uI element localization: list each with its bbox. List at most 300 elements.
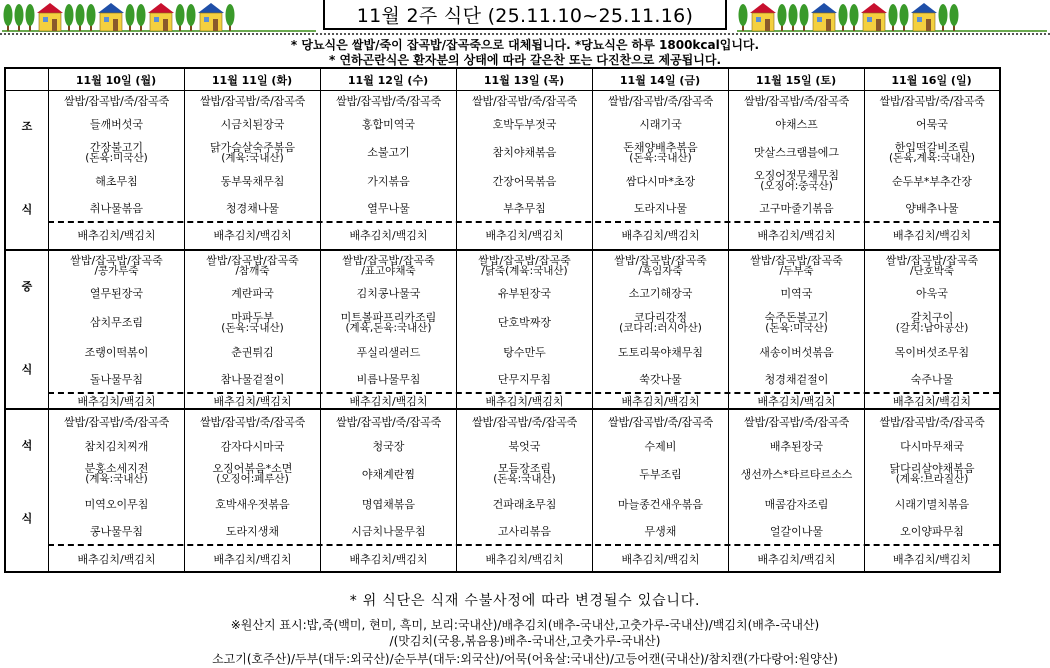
dish-name: 아욱국 [916,287,948,300]
house-door-icon [926,19,931,31]
meal-label-bottom: 식 [21,363,33,376]
dish-name: 배추김치/백김치 [77,229,156,242]
dish-cell [321,167,456,195]
dish-name: 배추김치/백김치 [485,552,564,566]
weekly-menu-table [4,67,1001,573]
meal-block [6,91,999,249]
dish-name: 조랭이떡볶이 [84,345,149,359]
house-icon [39,13,61,31]
day-header: 11월 16일 (일) [891,73,972,87]
origin-notice-line-1: ※원산지 표시:밥,죽(백미, 현미, 흑미, 보리:국내산)/배추김치(배추-국내산,고춧가루-국내산)/백김치(배추-국내산) [230,618,820,632]
house-icon [150,13,172,31]
meal-label-top: 중 [21,280,33,293]
dish-name: 야채계란찜 [361,467,416,481]
dish-cell [593,434,728,458]
dish-cell [729,434,864,458]
dish-name: 미역오이무침 [84,497,149,511]
day-header: 11월 11일 (화) [211,73,293,87]
dish-name: 배추김치/백김치 [213,395,292,408]
dish-name: 탕수만두 [503,345,546,359]
staple-cell [865,410,999,434]
house-window-icon [204,17,209,22]
column-divider [456,69,457,90]
dish-cell [321,366,456,393]
dish-name: 배추김치/백김치 [892,395,972,408]
column-divider [864,69,865,90]
staple-cell [457,251,592,280]
menu-title: 11월 2주 식단 (25.11.10~25.11.16) [323,0,727,30]
dish-detail: (갈치:남아공산) [895,321,969,334]
dish-name: 두부조림 [639,467,682,481]
dish-detail: (오징어:중국산) [760,180,833,192]
dish-name: 쌈다시마*초장 [625,174,696,188]
dish-cell [729,338,864,366]
house-icon [913,13,935,31]
tree-icon [4,4,13,26]
dish-cell [593,338,728,366]
dish-name: 쌀밥/잡곡밥/잡곡죽 [342,253,435,267]
column-divider [184,69,185,90]
dish-name: 쌀밥/잡곡밥/죽/잡곡죽 [64,94,169,108]
house-icon [813,13,835,31]
dish-cell [49,518,184,545]
dish-detail: (계육:브라질산) [895,473,969,485]
dish-cell [321,458,456,490]
dish-cell [865,138,999,167]
dish-cell [321,111,456,138]
tree-icon [739,4,748,26]
dish-cell [865,458,999,490]
dish-cell [185,338,320,366]
dish-cell [729,111,864,138]
dish-detail: /참깨죽 [235,264,270,277]
dish-cell [593,307,728,338]
dish-cell [457,490,592,518]
dish-cell [593,111,728,138]
dish-name: 배추김치/백김치 [621,229,700,242]
dish-name: 쌀밥/잡곡밥/죽/잡곡죽 [200,94,305,108]
dish-name: 오징어젓무채무침 [753,169,839,182]
dish-name: 고구마줄기볶음 [759,202,834,215]
column-divider [592,69,593,90]
column-divider [320,69,321,90]
kimchi-cell [729,222,864,249]
dish-cell [321,434,456,458]
dish-name: 쌀밥/잡곡밥/죽/잡곡죽 [64,415,169,429]
meal-label-top: 석 [21,439,33,452]
dish-name: 소고기해장국 [628,287,693,300]
kimchi-cell [49,545,184,573]
dish-name: 쌀밥/잡곡밥/잡곡죽 [750,253,843,267]
dish-cell [729,518,864,545]
house-roof-icon [750,3,776,13]
staple-cell [593,91,728,111]
house-roof-icon [861,3,887,13]
dish-name: 무생채 [644,525,677,538]
dish-name: 모듬장조림 [497,462,552,475]
dish-name: 쌀밥/잡곡밥/죽/잡곡죽 [336,94,441,108]
staple-cell [729,410,864,434]
dish-name: 호박두부젓국 [492,118,557,131]
dish-cell [457,280,592,307]
dish-name: 마늘종건새우볶음 [617,497,703,511]
dish-name: 유부된장국 [497,287,552,300]
dish-name: 쑥갓나물 [639,373,682,386]
staple-cell [729,251,864,280]
dish-name: 배추김치/백김치 [757,552,836,566]
kimchi-cell [321,222,456,249]
house-door-icon [765,19,770,31]
dish-cell [729,307,864,338]
dish-cell [321,490,456,518]
house-window-icon [756,17,761,22]
dish-name: 쌀밥/잡곡밥/죽/잡곡죽 [472,415,577,429]
day-header: 11월 12일 (수) [347,73,429,87]
dish-name: 생선까스*타르타르소스 [740,467,853,481]
staple-cell [457,91,592,111]
dish-name: 닭다리살야채볶음 [889,462,975,475]
meal-label [6,410,48,571]
dish-name: 돌나물무침 [89,373,144,386]
kimchi-cell [593,222,728,249]
dish-detail: /콩가루죽 [94,264,139,277]
meal-block [6,249,999,408]
dish-cell [185,280,320,307]
dish-cell [593,167,728,195]
dish-name: 배추김치/백김치 [892,552,972,566]
dish-cell [865,518,999,545]
dish-name: 얼갈이나물 [769,525,824,538]
dish-name: 미트볼파프리카조림 [340,310,437,324]
dish-name: 도토리묵야채무침 [617,345,703,359]
dish-name: 배추김치/백김치 [485,395,564,408]
dish-name: 참나물겉절이 [220,373,285,386]
staple-cell [321,410,456,434]
dish-name: 배추김치/백김치 [621,552,700,566]
dish-cell [185,490,320,518]
dish-name: 호박새우젓볶음 [215,497,290,511]
dish-name: 배추김치/백김치 [485,229,564,242]
dish-cell [457,195,592,222]
dish-name: 배추김치/백김치 [213,552,292,566]
dish-name: 시래기멸치볶음 [894,497,970,511]
dish-name: 쌀밥/잡곡밥/잡곡죽 [478,253,571,267]
house-roof-icon [98,3,124,13]
dish-cell [865,490,999,518]
dish-name: 수제비 [644,439,677,453]
dysphagia-diet-notice: * 연하곤란식은 환자분의 상태에 따라 갈은찬 또는 다진찬으로 제공됩니다. [328,53,722,67]
dish-name: 마파두부 [231,310,274,324]
house-icon [100,13,122,31]
dish-name: 배추김치/백김치 [349,229,428,242]
dish-cell [457,434,592,458]
dish-detail: (돈육:국내산) [221,321,284,334]
dish-detail: (코다리:러시아산) [619,321,702,334]
dish-name: 비름나물무침 [356,373,421,386]
dish-cell [185,195,320,222]
dish-name: 동부묵채무침 [220,174,285,188]
meal-label [6,91,48,249]
house-roof-icon [811,3,837,13]
dish-cell [865,307,999,338]
dish-name: 코다리강정 [633,310,688,324]
dish-name: 열무나물 [367,202,410,215]
dish-name: 푸실리샐러드 [356,345,421,359]
dish-name: 북엇국 [508,439,541,453]
dish-name: 갈치구이 [910,310,954,324]
dish-cell [321,518,456,545]
dish-detail: /흑임자죽 [638,264,683,277]
dish-name: 소불고기 [367,146,410,159]
tree-icon [950,4,959,26]
dish-cell [865,167,999,195]
dish-cell [321,307,456,338]
staple-cell [185,410,320,434]
dish-name: 쌀밥/잡곡밥/잡곡죽 [70,253,163,267]
kimchi-cell [865,545,999,573]
dish-cell [865,338,999,366]
dish-name: 가지볶음 [367,174,410,188]
kimchi-cell [49,222,184,249]
dish-cell [321,338,456,366]
day-header-row [6,69,999,91]
dish-detail: /두부죽 [779,264,814,277]
dish-cell [593,490,728,518]
staple-cell [865,91,999,111]
dish-name: 감자다시마국 [220,439,285,453]
dish-cell [457,518,592,545]
staple-cell [321,91,456,111]
house-roof-icon [148,3,174,13]
dish-name: 숙주나물 [910,373,954,386]
dish-cell [865,111,999,138]
dish-name: 쌀밥/잡곡밥/죽/잡곡죽 [879,415,985,429]
dish-cell [49,307,184,338]
dish-name: 고사리볶음 [497,525,552,538]
dish-name: 양배추나물 [905,202,959,215]
dish-name: 목이버섯조무침 [894,345,970,359]
dish-name: 시래기국 [639,118,682,131]
house-window-icon [154,17,159,22]
dish-cell [49,490,184,518]
menu-change-notice: * 위 식단은 식재 수불사정에 따라 변경될수 있습니다. [349,593,701,609]
staple-cell [49,251,184,280]
dish-name: 단무지무침 [497,373,552,386]
staple-cell [49,91,184,111]
meal-block [6,408,999,571]
origin-notice-line-2: /(맛김치(국용,볶음용)배추-국내산,고춧가루-국내산) [389,634,661,648]
dish-name: 계란파국 [231,287,274,300]
dish-name: 배추김치/백김치 [621,395,700,408]
dish-name: 청국장 [372,439,405,453]
house-window-icon [43,17,48,22]
dish-cell [185,366,320,393]
dish-name: 닭가슴살숙주볶음 [209,140,295,154]
dish-detail: (오징어:페루산) [216,473,289,485]
day-header: 11월 13일 (목) [483,73,565,87]
dish-cell [865,195,999,222]
kimchi-cell [457,222,592,249]
dish-name: 취나물볶음 [89,202,144,215]
house-door-icon [163,19,168,31]
staple-cell [593,410,728,434]
dish-name: 쌀밥/잡곡밥/죽/잡곡죽 [744,94,849,108]
column-divider [48,69,49,90]
dish-name: 참치야채볶음 [492,146,557,159]
dish-cell [729,458,864,490]
dish-cell [457,167,592,195]
tree-icon [176,4,185,26]
dish-name: 배추된장국 [769,439,824,453]
dish-name: 배추김치/백김치 [77,552,156,566]
dish-cell [593,458,728,490]
origin-notice-line-3: 소고기(호주산)/두부(대두:외국산)/순두부(대두:외국산)/어묵(어육살:국내산)/고등어캔(국내산)/참치캔(가다랑어:원양산) [212,652,838,666]
dish-cell [457,307,592,338]
day-header: 11월 10일 (월) [75,73,157,87]
dish-name: 쌀밥/잡곡밥/잡곡죽 [614,253,707,267]
dish-cell [49,338,184,366]
dish-name: 춘권튀김 [231,345,274,359]
dish-cell [185,111,320,138]
dish-name: 돈채양배추볶음 [623,140,698,154]
tree-icon [126,4,135,26]
house-door-icon [876,19,881,31]
dish-name: 쌀밥/잡곡밥/죽/잡곡죽 [744,415,849,429]
dish-cell [49,434,184,458]
dish-detail: /닭죽(계육:국내산) [481,264,568,277]
house-window-icon [917,17,922,22]
dish-name: 청경채겉절이 [764,373,829,386]
dish-name: 쌀밥/잡곡밥/죽/잡곡죽 [472,94,577,108]
dish-detail: (돈육,계육:국내산) [888,151,976,164]
staple-cell [321,251,456,280]
tree-icon [850,4,859,26]
dish-detail: (돈육:미국산) [85,151,148,164]
meal-label-bottom: 식 [21,203,33,216]
kimchi-cell [185,222,320,249]
dish-cell [729,366,864,393]
kimchi-cell [865,222,999,249]
dish-name: 새송이버섯볶음 [759,345,834,359]
dish-cell [457,338,592,366]
dish-detail: (계육:국내산) [85,473,148,485]
dish-name: 콩나물무침 [89,525,144,538]
dish-cell [49,195,184,222]
tree-icon [15,4,24,26]
house-icon [200,13,222,31]
tree-icon [900,4,909,26]
meal-label [6,251,48,408]
dish-cell [49,138,184,167]
dish-detail: (계육:국내산) [221,151,284,164]
dish-name: 미역국 [780,287,813,300]
dish-cell [49,458,184,490]
dish-name: 배추김치/백김치 [757,395,836,408]
tree-icon [839,4,848,26]
dish-cell [457,366,592,393]
dish-cell [185,434,320,458]
meal-label-bottom: 식 [21,512,33,525]
dish-name: 배추김치/백김치 [757,229,836,242]
dish-name: 매콤감자조림 [764,497,829,511]
dish-cell [729,280,864,307]
dish-name: 명엽채볶음 [361,497,416,511]
dish-cell [457,458,592,490]
dish-cell [593,366,728,393]
dish-cell [593,280,728,307]
tree-icon [939,4,948,26]
dish-name: 도라지생채 [225,525,280,538]
house-door-icon [113,19,118,31]
staple-cell [457,410,592,434]
staple-cell [185,251,320,280]
dish-name: 맛살스크램블에그 [753,146,839,159]
dish-detail: (계육,돈육:국내산) [345,321,432,334]
dish-name: 다시마무채국 [900,439,964,453]
dish-name: 해초무침 [95,174,138,188]
dish-detail: (돈육:국내산) [493,473,556,485]
dish-name: 삼치무조림 [89,316,144,329]
dish-name: 숙주돈불고기 [764,310,829,324]
dish-name: 쌀밥/잡곡밥/죽/잡곡죽 [336,415,441,429]
dish-cell [185,167,320,195]
village-illustration-right [737,0,1047,32]
dish-name: 한입떡갈비조림 [894,140,970,154]
tree-icon [789,4,798,26]
dish-cell [321,138,456,167]
tree-icon [800,4,809,26]
dish-cell [49,167,184,195]
dish-cell [457,138,592,167]
dish-cell [185,458,320,490]
kimchi-cell [729,545,864,573]
dish-cell [321,280,456,307]
dish-cell [729,138,864,167]
tree-icon [187,4,196,26]
day-header: 11월 14일 (금) [619,73,701,87]
meal-label-top: 조 [21,120,33,133]
dish-detail: (돈육:미국산) [765,321,828,334]
dish-name: 건파래초무침 [492,497,557,511]
house-roof-icon [37,3,63,13]
staple-cell [729,91,864,111]
dish-cell [457,111,592,138]
dish-cell [865,434,999,458]
village-illustration-left [2,0,316,32]
dish-name: 배추김치/백김치 [892,229,972,242]
house-window-icon [104,17,109,22]
dish-cell [49,366,184,393]
dish-name: 분홍소세지전 [84,462,149,475]
tree-icon [889,4,898,26]
dish-name: 단호박짜장 [497,316,552,329]
house-window-icon [817,17,822,22]
dish-cell [321,195,456,222]
dish-cell [729,167,864,195]
tree-icon [137,4,146,26]
tree-icon [26,4,35,26]
dish-cell [729,490,864,518]
dish-name: 간장불고기 [89,140,144,154]
dish-detail: (돈육:국내산) [629,151,692,164]
kimchi-cell [593,545,728,573]
dish-name: 홍합미역국 [361,118,416,131]
dish-cell [49,280,184,307]
dish-cell [729,195,864,222]
dish-cell [593,138,728,167]
house-door-icon [826,19,831,31]
tree-icon [226,4,235,26]
